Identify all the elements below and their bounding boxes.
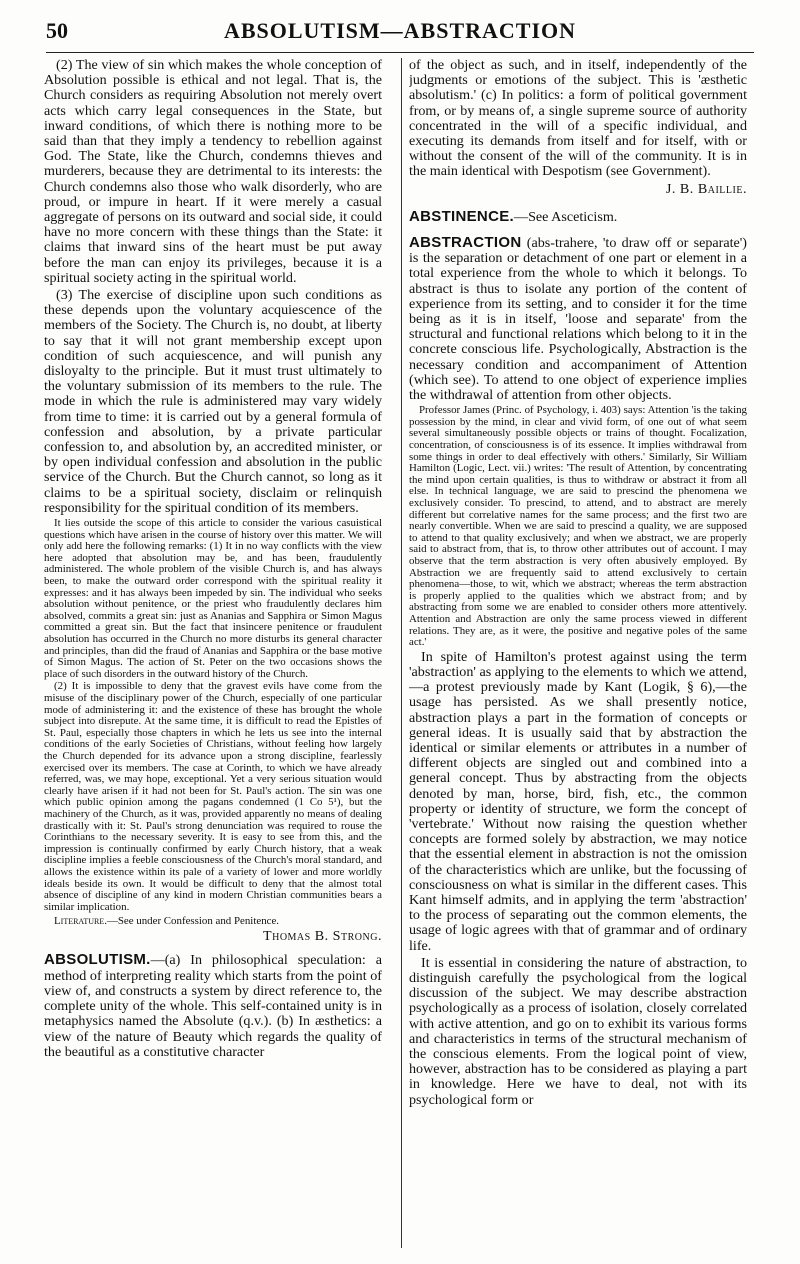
page-number: 50 [46, 18, 68, 43]
literature-label: Literature. [54, 915, 107, 928]
entry-abstraction [409, 235, 747, 403]
paragraph-absolutism-continued: of the object as such, and in itself, independently of the judgments or emotions of the subject. This is 'æsthetic absolutism.' (c) In politics: a form of political government from, or by means of, a single supreme source of authority concentrated in the will of a specific individual, and executing its demands from itself and for itself, with or without the consent of the will of the community. It is in the main identical with Despotism (see Government). [409, 58, 747, 180]
entry-heading-absolutism: ABSOLUTISM. [44, 951, 151, 969]
entry-heading-abstinence: ABSTINENCE. [409, 207, 514, 225]
note-misuse-discipline: (2) It is impossible to deny that the gravest evils have come from the misuse of the disciplinary power of the Church, especially of one particular mode of administering it: and the existence of these has brought the whole subject into disrepute. At the same time, it is difficult to read the Epistles of St. Paul, especially those chapters in which he lets us see into the internal conditions of the early Societies of Christians, without feeling how largely the Church depended for its advance upon a strong discipline, fearlessly exercised over its members. The case at Corinth, to which we have already referred, was, we may hope, exceptional. Yet a very serious situation would clearly have arisen if it had not been for St. Paul's action. The sin was one which public opinion among the pagans condemned (1 Co 5¹), but the machinery of the Church, as it was, provided apparently no means of dealing drastically with it: St. Paul's strong denunciation was required to rouse the Corinthians to the necessary severity. It is easy to see from this, and the impression is continually confirmed by early Church history, that a weak discipline implies a feeble consciousness of the Church's moral standard, and allows the existence within its pale of a variety of lower and more worldly ideals beside its own. It would be difficult to deny that the almost total absence of discipline of any kind in modern Christian communities bears a similar implication. [44, 680, 382, 913]
running-head: ABSOLUTISM—ABSTRACTION [223, 18, 577, 43]
paragraph-psychological-logical: It is essential in considering the nature of abstraction, to distinguish carefully the psychological from the logical discussion of the subject. We may describe abstraction psychologically as a process of isolation, closely correlated with active attention, and go on to exhibit its various forms and characteristics in terms of the structural mechanism of the conscious elements. From the logical point of view, however, abstraction has to be considered as playing a part in knowledge. Here we have to deal, not with its psychological form or [409, 954, 747, 1108]
paragraph-hamilton-protest: In spite of Hamilton's protest against using the term 'abstraction' as applying to the elements to which we attend,—a protest previously made by Kant (Logik, § 6),—the usage has persisted. As we shall presently notice, abstraction plays a part in the formation of concepts or general ideas. It is usually said that by abstraction the identical or similar elements or attributes in a number of different objects are singled out and combined into a general concept. Thus by abstracting from the objects denoted by man, horse, bird, fish, etc., the common property or identity of structure, we form the concept of 'vertebrate.' Without now raising the question whether concepts are formed solely by abstraction, we may notice that the essential element in abstraction is not the omission of the characteristics which are unlike, but the focussing of consciousness on what is similar in the different cases. This Kant himself admits, and in applying the term 'abstraction' to the process of separating out the common elements, the usage of logic agrees with that of grammar and of ordinary life. [409, 648, 747, 954]
author-signature-baillie: J. B. Baillie. [665, 180, 747, 197]
page-header [46, 10, 754, 54]
header-rule [46, 52, 754, 53]
entry-abstinence [409, 209, 747, 225]
author-signature-strong: Thomas B. Strong. [262, 928, 382, 945]
entry-text-abstraction: (abs-trahere, 'to draw off or separate') is the separation or detachment of one part or element in a total experience from the whole to which it belongs. To abstract is thus to isolate any portion of the content of experience from its setting, and to consider it for the time being as it is in itself, 'loose and separate' from the structural and functional relations which belong to it in the concrete conscious life. Psychologically, Abstraction is the necessary condition and accompaniment of Attention (which see). To attend to one object of experience implies the withdrawal of attention from other objects. [409, 235, 747, 404]
entry-heading-abstraction: ABSTRACTION [409, 234, 522, 252]
left-column [44, 58, 382, 1258]
paragraph-sin-ethical: (2) The view of sin which makes the whole conception of Absolution possible is ethical and not legal. That is, the Church considers as requiring Absolution not merely overt acts which carry legal consequences in the State, but inward conditions, of which there is nothing more to be said than that they imply a tendency to rebellion against God. The State, like the Church, condemns thieves and murderers, because they are detrimental to its interests: the Church condemns also those who walk disorderly, who are proud, or impure in heart. If it were merely a casual aggregate of persons on its outward and social side, it could have no more concern with these things than the State: it claims that inward sins of the heart must be put away before the man can enjoy its privileges, because it is a spiritual society acting in the spiritual world. [44, 58, 382, 286]
right-column [409, 58, 747, 1258]
entry-absolutism [44, 952, 382, 1059]
literature-text: —See under Confession and Penitence. [106, 915, 280, 928]
paragraph-discipline: (3) The exercise of discipline upon such conditions as these depends upon the voluntary acquiescence of the members of the Society. The Church is, no doubt, at liberty to say that it will not grant membership except upon condition of such acquiescence, and will punish any disloyalty to the principle. But it must trust ultimately to the voluntary submission of its members to the rule. The mode in which the rule is administered may vary widely from time to time: it is carried out by a general formula of confession and absolution, by a private particular confession to, and absolution by, an accredited minister, or by open individual confession and absolution in the public service of the Church. But the Church cannot, so long as it claims to be a spiritual society, disclaim or relinquish responsibility for the spiritual condition of its members. [44, 287, 382, 516]
column-divider [401, 58, 402, 1248]
note-casuistical: It lies outside the scope of this article to consider the various casuistical questions which have arisen in the course of history over this matter. We will only add here the following remarks: (1) It in no way conflicts with the view here adopted that absolution may be, and has been, fraudulently administered. The whole problem of the visible Church is, and has always been, to make the outward order correspond with the spiritual reality it expresses: and it has always been impeded by sin. The individual who seeks absolution without penitence, or the priest who fraudulently declares him absolved, commits a great sin: just as Ananias and Sapphira or Simon Magus committed a great sin. But the fact that insincere penitence or fraudulent absolution has occurred in the Church no more disturbs its general character and principles, than did the fraud of Ananias and Sapphira or the base motive of Simon Magus. The action of St. Peter on the two occasions shows the place of such disorders in the outward history of the Church. [44, 517, 382, 680]
entry-text-abstinence: —See Asceticism. [513, 208, 618, 225]
entry-text-absolutism: —(a) In philosophical speculation: a method of interpreting reality which starts from the point of view of, and constructs a system by direct reference to, the complete unity of the whole. This self-contained unity is in metaphysics named the Absolute (q.v.). (b) In æsthetics: a view of the nature of Beauty which regards the quality of the beautiful as a constitutive character [44, 952, 382, 1060]
note-james-hamilton: Professor James (Princ. of Psychology, i. 403) says: Attention 'is the taking possession by the mind, in clear and vivid form, of one out of what seem several simultaneously possible objects or trains of thought. Focalization, concentration, of consciousness is of its essence. It implies withdrawal from some things in order to deal effectively with others.' Similarly, Sir William Hamilton (Logic, Lect. vii.) writes: 'The result of Attention, by concentrating the mind upon certain qualities, is thus to withdraw or abstract it from all else. In technical language, we are said to prescind the phenomena we exclusively consider. To prescind, to attend, and to abstract are merely different but correlative names for the same process; and the first two are nearly convertible. When we are said to prescind a quality, we are supposed to attend to that quality exclusively; and when we abstract, we are properly said to abstract from, that is, to throw other attributes out of account. I may observe that the term abstraction is very often abusively employed. By Abstraction we are frequently said to attend exclusively to certain phenomena—those, to wit, which we abstract; whereas the term abstraction is properly applied to the qualities which we abstract from; and by abstracting from some we are enabled to consider others more attentively. Attention and Abstraction are only the same process viewed in different relations. They are, as it were, the positive and negative poles of the same act.' [409, 404, 747, 649]
literature-line [44, 915, 382, 927]
